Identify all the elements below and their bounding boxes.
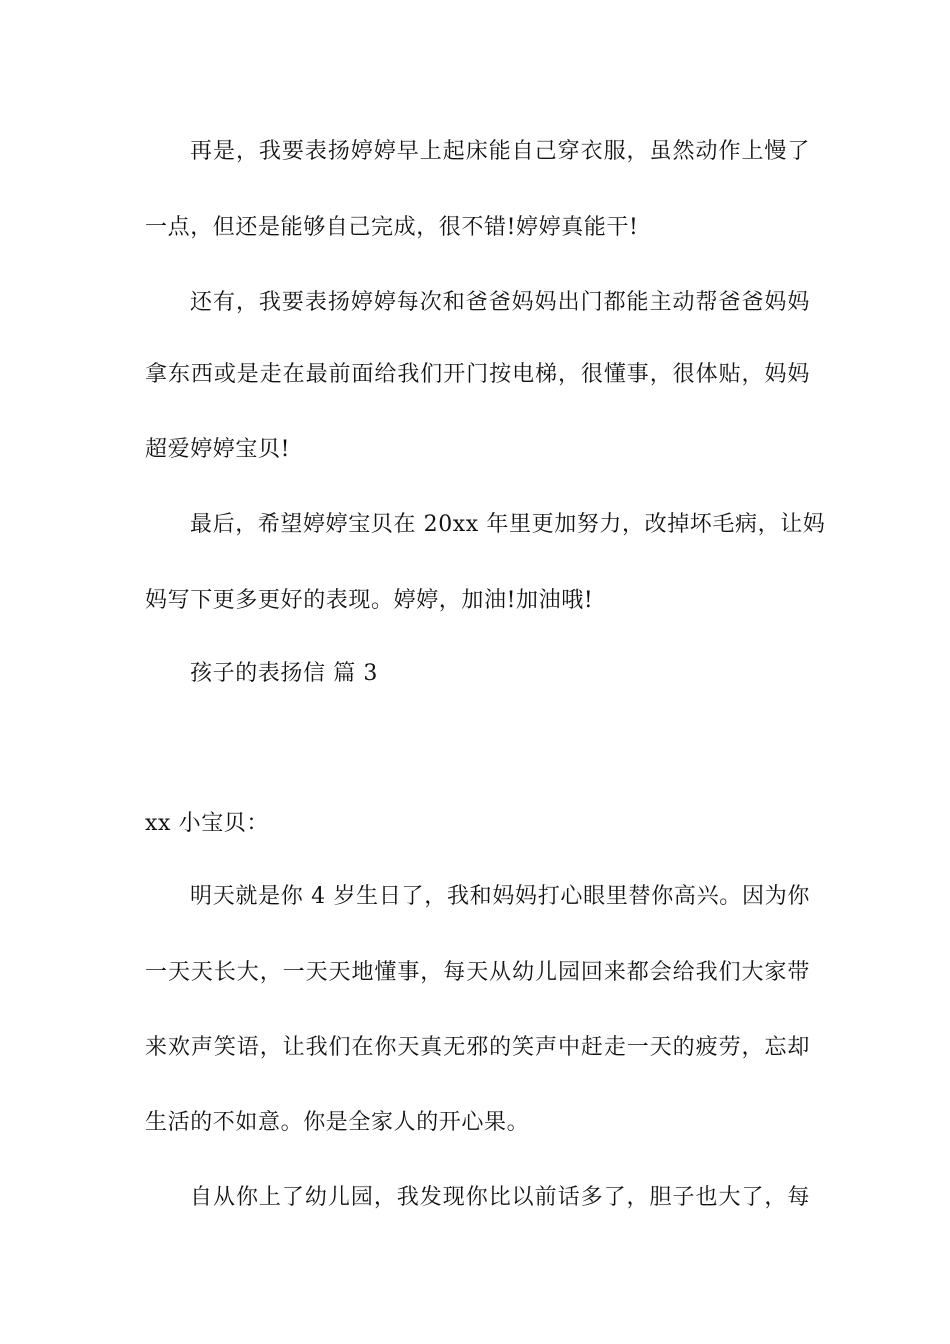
paragraph-line: 还有，我要表扬婷婷每次和爸爸妈妈出门都能主动帮爸爸妈妈 xyxy=(190,290,810,315)
paragraph-line: 自从你上了幼儿园，我发现你比以前话多了，胆子也大了，每 xyxy=(190,1185,810,1210)
paragraph-line: 生活的不如意。你是全家人的开心果。 xyxy=(145,1110,530,1135)
paragraph-line: 妈写下更多更好的表现。婷婷，加油!加油哦! xyxy=(145,588,594,613)
paragraph-line: 最后，希望婷婷宝贝在 20xx 年里更加努力，改掉坏毛病，让妈 xyxy=(190,512,826,537)
paragraph-line: 明天就是你 4 岁生日了，我和妈妈打心眼里替你高兴。因为你 xyxy=(190,884,810,909)
paragraph-line: 一点，但还是能够自己完成，很不错!婷婷真能干! xyxy=(145,215,639,240)
paragraph-line: 再是，我要表扬婷婷早上起床能自己穿衣服，虽然动作上慢了 xyxy=(190,139,810,164)
paragraph-line: 一天天长大，一天天地懂事，每天从幼儿园回来都会给我们大家带 xyxy=(145,960,810,985)
salutation: xx 小宝贝： xyxy=(145,811,270,836)
paragraph-line: 来欢声笑语，让我们在你天真无邪的笑声中赶走一天的疲劳，忘却 xyxy=(145,1035,810,1060)
section-heading: 孩子的表扬信 篇 3 xyxy=(190,661,378,686)
paragraph-line: 拿东西或是走在最前面给我们开门按电梯，很懂事，很体贴，妈妈 xyxy=(145,362,810,387)
paragraph-line: 超爱婷婷宝贝! xyxy=(145,437,291,462)
